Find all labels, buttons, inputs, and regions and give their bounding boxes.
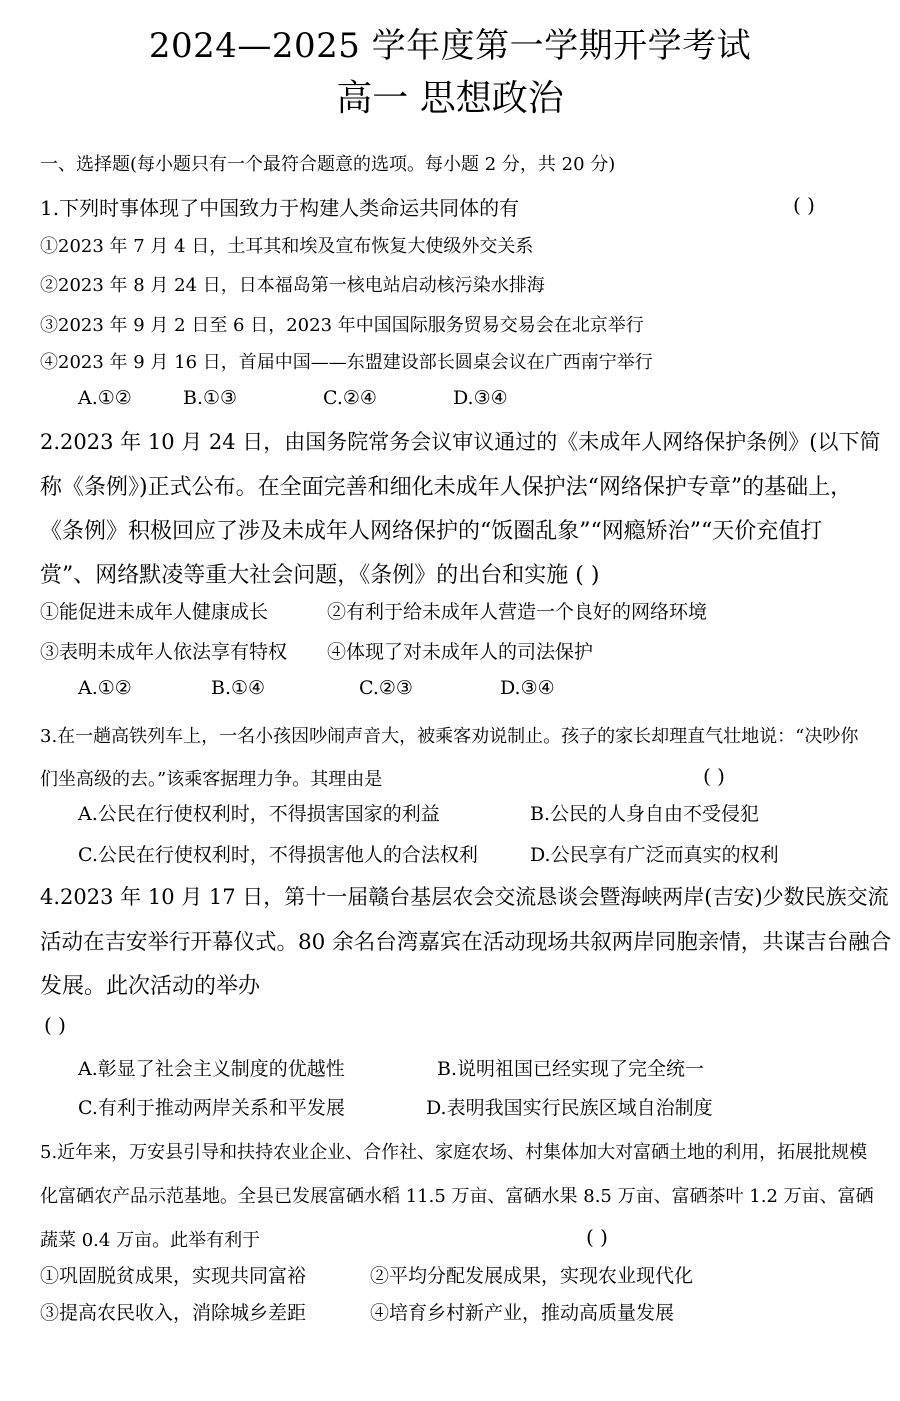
option-d: D.③④ — [500, 677, 555, 699]
option-b: B.①③ — [183, 387, 238, 409]
statement-item: ④体现了对未成年人的司法保护 — [327, 641, 594, 663]
statement-item: ①能促进未成年人健康成长 — [40, 601, 269, 623]
question-text-line: 5.近年来，万安县引导和扶持农业企业、合作社、家庭农场、村集体加大对富硒土地的利用，拓展批规模 — [40, 1142, 868, 1163]
question-text-line: 蔬菜 0.4 万亩。此举有利于 — [40, 1230, 261, 1251]
answer-paren: ( ) — [586, 1225, 608, 1249]
option-a: A.①② — [78, 677, 132, 699]
section-heading: 一、选择题(每小题只有一个最符合题意的选项。每小题 2 分，共 20 分) — [40, 154, 616, 175]
statement-item: ②2023 年 8 月 24 日，日本福岛第一核电站启动核污染水排海 — [40, 275, 545, 296]
statement-item: ①巩固脱贫成果，实现共同富裕 — [40, 1265, 307, 1287]
statement-item: ④2023 年 9 月 16 日，首届中国——东盟建设部长圆桌会议在广西南宁举行 — [40, 352, 653, 373]
question-text-line: 活动在吉安举行开幕仪式。80 余名台湾嘉宾在活动现场共叙两岸同胞亲情，共谋吉台融合 — [40, 930, 892, 955]
question-text-line: 化富硒农产品示范基地。全县已发展富硒水稻 11.5 万亩、富硒水果 8.5 万亩、富硒茶叶 1.2 万亩、富硒 — [40, 1186, 874, 1207]
option-a: A.彰显了社会主义制度的优越性 — [78, 1058, 345, 1080]
statement-item: ②有利于给未成年人营造一个良好的网络环境 — [327, 601, 708, 623]
statement-item: ③表明未成年人依法享有特权 — [40, 641, 288, 663]
option-b: B.说明祖国已经实现了完全统一 — [437, 1058, 705, 1080]
option-d: D.公民享有广泛而真实的权利 — [530, 844, 779, 866]
answer-paren: ( ) — [44, 1013, 66, 1037]
option-b: B.①④ — [211, 677, 266, 699]
option-c: C.有利于推动两岸关系和平发展 — [78, 1097, 345, 1119]
option-b: B.公民的人身自由不受侵犯 — [530, 803, 760, 825]
option-a: A.公民在行使权利时，不得损害国家的利益 — [78, 803, 440, 825]
statement-item: ④培育乡村新产业，推动高质量发展 — [370, 1302, 675, 1324]
option-c: C.公民在行使权利时，不得损害他人的合法权利 — [78, 844, 478, 866]
question-text-line: 3.在一趟高铁列车上，一名小孩因吵闹声音大，被乘客劝说制止。孩子的家长却理直气壮地说：“决吵你 — [40, 726, 859, 747]
question-text-line: 称《条例》)正式公布。在全面完善和细化未成年人保护法“网络保护专章”的基础上， — [40, 475, 853, 500]
question-text-line: 2.2023 年 10 月 24 日，由国务院常务会议审议通过的《未成年人网络保护条例》(以下简 — [40, 430, 881, 454]
question-text-line: 们坐高级的去。”该乘客据理力争。其理由是 — [40, 769, 383, 790]
exam-title: 2024—2025 学年度第一学期开学考试 — [148, 26, 752, 66]
exam-subtitle: 高一 思想政治 — [336, 78, 564, 119]
option-d: D.表明我国实行民族区域自治制度 — [426, 1097, 713, 1119]
question-text-line: 赏”、网络默凌等重大社会问题，《条例》的出台和实施 ( ) — [40, 563, 600, 588]
statement-item: ③提高农民收入，消除城乡差距 — [40, 1302, 307, 1324]
statement-item: ③2023 年 9 月 2 日至 6 日，2023 年中国国际服务贸易交易会在北京举行 — [40, 315, 644, 336]
statement-item: ①2023 年 7 月 4 日，土耳其和埃及宣布恢复大使级外交关系 — [40, 236, 534, 257]
option-a: A.①② — [78, 387, 132, 409]
question-text-line: 发展。此次活动的举办 — [40, 974, 261, 999]
question-stem: 1.下列时事体现了中国致力于构建人类命运共同体的有 — [40, 196, 520, 220]
question-text-line: 《条例》积极回应了涉及未成年人网络保护的“饭圈乱象”“网瘾矫治”“天价充值打 — [40, 519, 823, 544]
question-text-line: 4.2023 年 10 月 17 日，第十一届赣台基层农会交流恳谈会暨海峡两岸(吉安)少数民族交流 — [40, 885, 889, 909]
option-c: C.②③ — [359, 677, 413, 699]
option-d: D.③④ — [453, 387, 508, 409]
answer-paren: ( ) — [793, 193, 815, 217]
answer-paren: ( ) — [703, 764, 725, 788]
option-c: C.②④ — [323, 387, 377, 409]
statement-item: ②平均分配发展成果，实现农业现代化 — [370, 1265, 694, 1287]
